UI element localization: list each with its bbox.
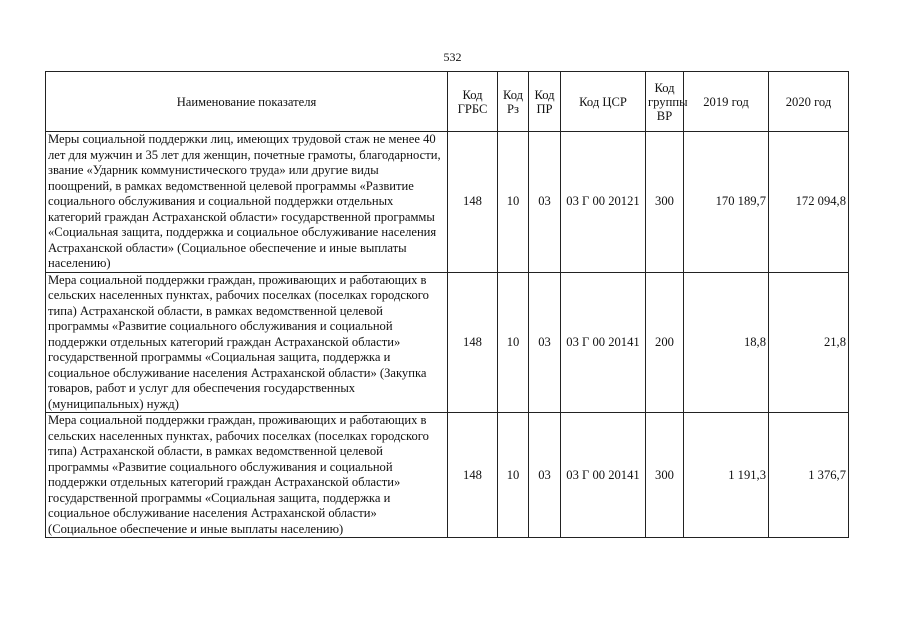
header-row [46,72,849,132]
row-vr: 300 [646,413,684,538]
row-2020: 1 376,7 [769,413,849,538]
row-2019: 170 189,7 [684,132,769,273]
row-name: Меры социальной поддержки лиц, имеющих трудовой стаж не менее 40 лет для мужчин и 35 лет для женщин, почетные грамоты, благодарности, звание «Ударник коммунистического труда» или другие виды поощрений, в рамках ведомственной целевой программы «Развитие социального обслуживания и социальной поддержки отдельных категорий граждан Астраханской области» государственной программы «Социальная защита, поддержка и социальное обслуживание населения Астраханской области» (Социальное обеспечение и иные выплаты населению) [46,132,448,273]
header-pr: Код ПР [529,72,561,132]
budget-table [45,71,849,538]
header-rz: Код Рз [498,72,529,132]
row-2020: 172 094,8 [769,132,849,273]
header-grbs: Код ГРБС [448,72,498,132]
row-pr: 03 [529,272,561,413]
row-vr: 200 [646,272,684,413]
row-pr: 03 [529,413,561,538]
row-name: Мера социальной поддержки граждан, проживающих и работающих в сельских населенных пунктах, рабочих поселках (поселках городского типа) Астраханской области, в рамках ведомственной целевой программы «Развитие социального обслуживания и социальной поддержки отдельных категорий граждан Астраханской области» государственной программы «Социальная защита, поддержка и социальное обслуживание населения Астраханской области» (Социальное обеспечение и иные выплаты населению) [46,413,448,538]
row-csr: 03 Г 00 20141 [561,272,646,413]
row-rz: 10 [498,272,529,413]
row-csr: 03 Г 00 20121 [561,132,646,273]
header-2020: 2020 год [769,72,849,132]
row-rz: 10 [498,413,529,538]
table-row [46,132,849,273]
row-2020: 21,8 [769,272,849,413]
row-rz: 10 [498,132,529,273]
row-2019: 1 191,3 [684,413,769,538]
header-name: Наименование показателя [46,72,448,132]
row-name: Мера социальной поддержки граждан, проживающих и работающих в сельских населенных пунктах, рабочих поселках (поселках городского типа) Астраханской области, в рамках ведомственной целевой программы «Развитие социального обслуживания и социальной поддержки отдельных категорий граждан Астраханской области» государственной программы «Социальная защита, поддержка и социальное обслуживание населения Астраханской области» (Закупка товаров, работ и услуг для обеспечения государственных (муниципальных) нужд) [46,272,448,413]
row-csr: 03 Г 00 20141 [561,413,646,538]
row-vr: 300 [646,132,684,273]
row-grbs: 148 [448,272,498,413]
row-2019: 18,8 [684,272,769,413]
header-csr: Код ЦСР [561,72,646,132]
table-row [46,272,849,413]
row-pr: 03 [529,132,561,273]
table-row [46,413,849,538]
header-vr: Код группы ВР [646,72,684,132]
page-number: 532 [443,50,462,64]
header-2019: 2019 год [684,72,769,132]
row-grbs: 148 [448,413,498,538]
row-grbs: 148 [448,132,498,273]
